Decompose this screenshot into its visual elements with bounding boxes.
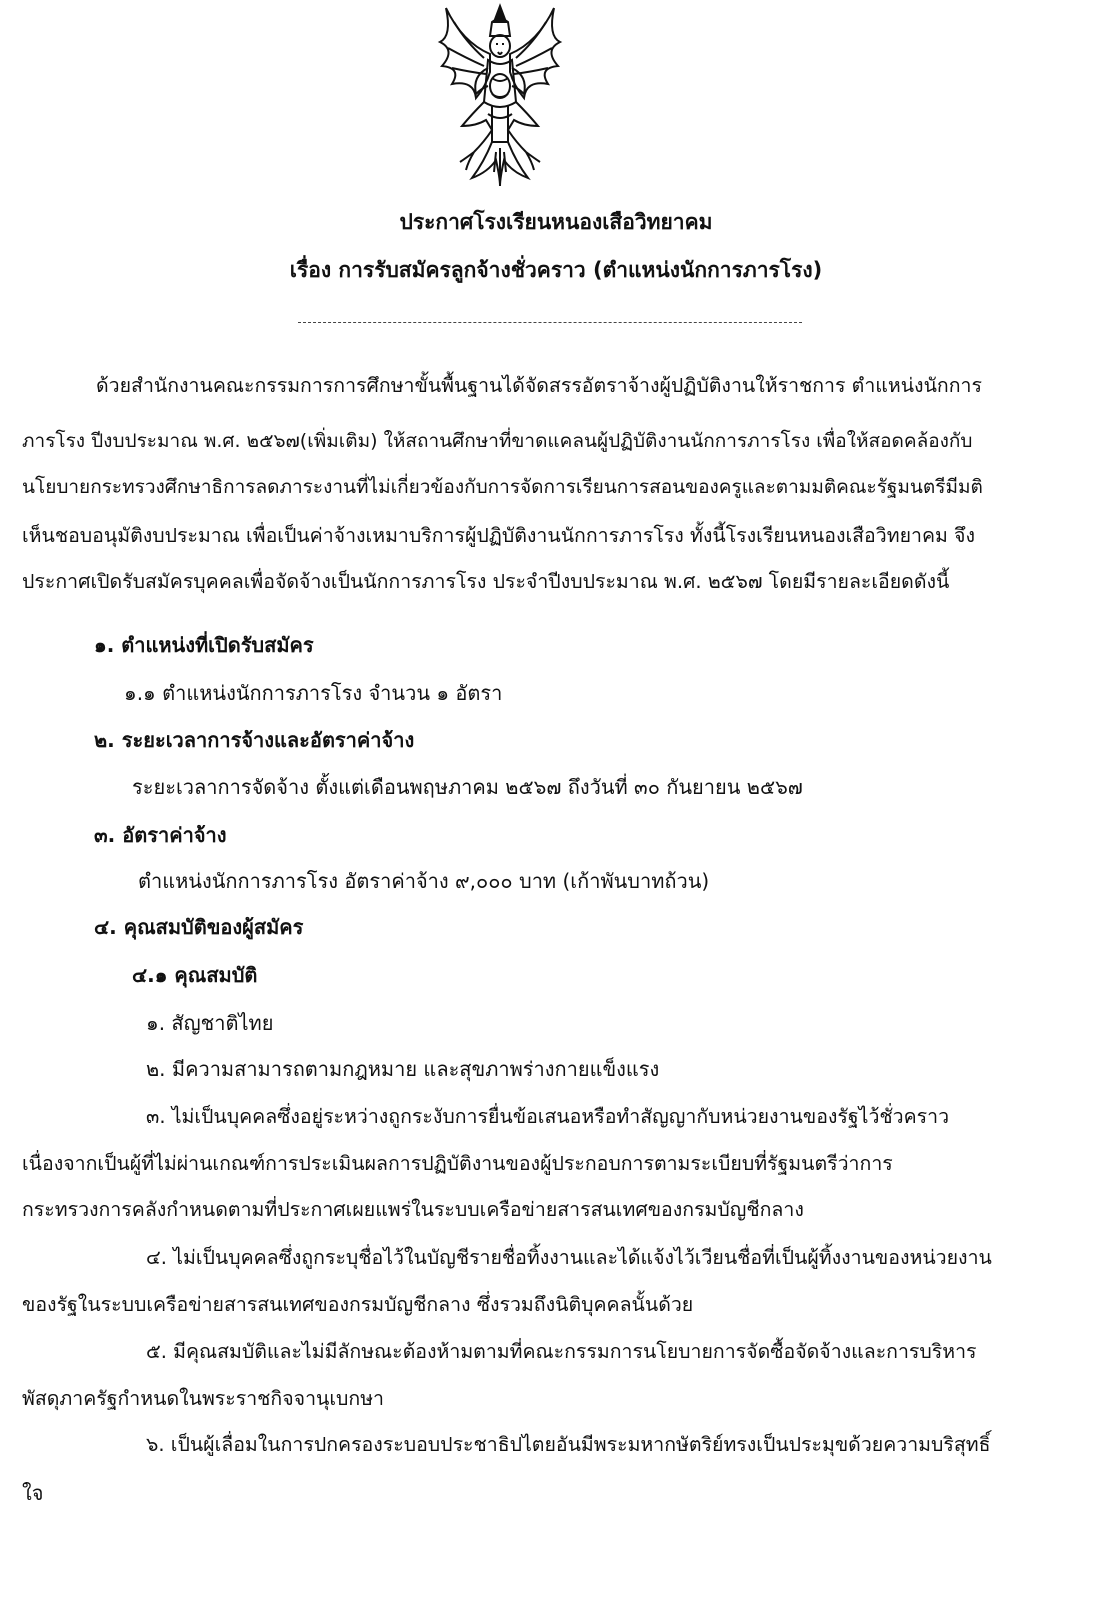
intro-line-3: นโยบายกระทรวงศึกษาธิการลดภาระงานที่ไม่เกี่ยวข้องกับการจัดการเรียนการสอนของครูและตามมติคณะรัฐมนตรีมีมติ: [22, 476, 983, 498]
intro-line-4: เห็นชอบอนุมัติงบประมาณ เพื่อเป็นค่าจ้างเหมาบริการผู้ปฏิบัติงานนักการภารโรง ทั้งนี้โรงเรียนหนองเสือวิทยาคม จึง: [22, 524, 975, 547]
qualification-4-line-1: ๔. ไม่เป็นบุคคลซึ่งถูกระบุชื่อไว้ในบัญชีรายชื่อทิ้งงานและได้แจ้งไว้เวียนชื่อที่เป็นผู้ทิ้งงานของหน่วยงาน: [146, 1246, 992, 1269]
section-heading: ๑. ตำแหน่งที่เปิดรับสมัคร: [94, 633, 314, 657]
section-heading: ๒. ระยะเวลาการจ้างและอัตราค่าจ้าง: [94, 728, 415, 752]
qualification-3-line-3: กระทรวงการคลังกำหนดตามที่ประกาศเผยแพร่ในระบบเครือข่ายสารสนเทศของกรมบัญชีกลาง: [22, 1198, 804, 1221]
section-item: ตำแหน่งนักการภารโรง อัตราค่าจ้าง ๙,๐๐๐ บาท (เก้าพันบาทถ้วน): [138, 869, 710, 893]
qualification-5-line-2: พัสดุภาครัฐกำหนดในพระราชกิจจานุเบกษา: [22, 1387, 385, 1410]
qualification-5-line-1: ๕. มีคุณสมบัติและไม่มีลักษณะต้องห้ามตามที่คณะกรรมการนโยบายการจัดซื้อจัดจ้างและการบริหาร: [146, 1340, 977, 1363]
intro-line-2: ภารโรง ปีงบประมาณ พ.ศ. ๒๕๖๗(เพิ่มเติม) ให้สถานศึกษาที่ขาดแคลนผู้ปฏิบัติงานนักการภารโรง เพื่อให้สอดคล้องกับ: [22, 430, 973, 452]
intro-line-5: ประกาศเปิดรับสมัครบุคคลเพื่อจัดจ้างเป็นนักการภารโรง ประจำปีงบประมาณ พ.ศ. ๒๕๖๗ โดยมีรายละเอียดดังนี้: [22, 570, 950, 593]
intro-line-1: ด้วยสำนักงานคณะกรรมการการศึกษาขั้นพื้นฐานได้จัดสรรอัตราจ้างผู้ปฏิบัติงานให้ราชการ ตำแหน่งนักการ: [96, 374, 982, 397]
title-divider: [298, 322, 802, 323]
qualification-3-line-2: เนื่องจากเป็นผู้ที่ไม่ผ่านเกณฑ์การประเมินผลการปฏิบัติงานของผู้ประกอบการตามระเบียบที่รัฐมนตรีว่าการ: [22, 1152, 893, 1175]
garuda-emblem-icon: [432, 2, 568, 188]
qualification-6-line-1: ๖. เป็นผู้เลื่อมในการปกครองระบอบประชาธิปไตยอันมีพระมหากษัตริย์ทรงเป็นประมุขด้วยความบริสุทธิ์: [146, 1433, 991, 1456]
section-heading: ๓. อัตราค่าจ้าง: [94, 823, 227, 847]
qualification-6-line-2: ใจ: [22, 1481, 44, 1505]
qualification-2: ๒. มีความสามารถตามกฎหมาย และสุขภาพร่างกายแข็งแรง: [146, 1057, 660, 1081]
document-title: ประกาศโรงเรียนหนองเสือวิทยาคม: [399, 210, 713, 234]
section-item: ระยะเวลาการจัดจ้าง ตั้งแต่เดือนพฤษภาคม ๒๕๖๗ ถึงวันที่ ๓๐ กันยายน ๒๕๖๗: [132, 775, 803, 799]
qualification-3-line-1: ๓. ไม่เป็นบุคคลซึ่งอยู่ระหว่างถูกระงับการยื่นข้อเสนอหรือทำสัญญากับหน่วยงานของรัฐไว้ชั่วคราว: [146, 1105, 950, 1128]
qualification-4-line-2: ของรัฐในระบบเครือข่ายสารสนเทศของกรมบัญชีกลาง ซึ่งรวมถึงนิติบุคคลนั้นด้วย: [22, 1293, 694, 1316]
section-item: ๑.๑ ตำแหน่งนักการภารโรง จำนวน ๑ อัตรา: [124, 681, 503, 705]
subsection-heading: ๔.๑ คุณสมบัติ: [132, 963, 258, 987]
document-subject: เรื่อง การรับสมัครลูกจ้างชั่วคราว (ตำแหน่งนักการภารโรง): [289, 258, 823, 282]
section-heading: ๔. คุณสมบัติของผู้สมัคร: [94, 915, 304, 939]
qualification-1: ๑. สัญชาติไทย: [146, 1011, 274, 1035]
